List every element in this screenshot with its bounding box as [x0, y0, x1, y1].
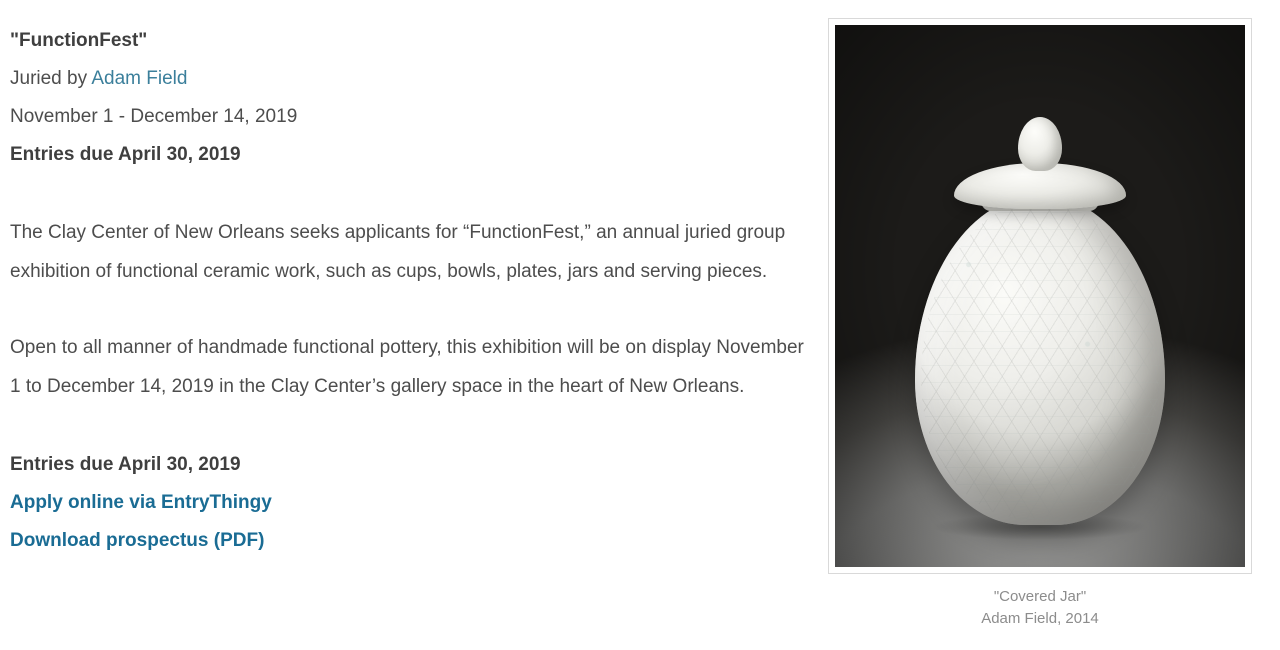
- description-paragraph-2: Open to all manner of handmade functional pottery, this exhibition will be on display November 1 to December 14, 2019 in the Clay Center’s gallery space in the heart of New Orleans.: [10, 337, 804, 397]
- exhibition-dates: November 1 - December 14, 2019: [10, 106, 298, 127]
- artwork-caption-title: "Covered Jar": [993, 588, 1087, 605]
- photo-vignette: [835, 25, 1245, 567]
- covered-jar-photo: [835, 25, 1245, 567]
- juror-link[interactable]: Adam Field: [91, 68, 188, 89]
- artwork-caption: [828, 586, 1252, 630]
- exhibition-details: [10, 22, 820, 560]
- artwork-panel: [828, 18, 1252, 630]
- download-prospectus-link[interactable]: Download prospectus (PDF): [10, 530, 265, 551]
- juror-line: [10, 60, 820, 98]
- page-title: "FunctionFest": [10, 30, 148, 51]
- juried-by-label: Juried by: [10, 68, 92, 89]
- description-paragraph-1: The Clay Center of New Orleans seeks applicants for “FunctionFest,” an annual juried group exhibition of functional ceramic work, such as cups, bowls, plates, jars and serving pieces.: [10, 222, 786, 282]
- apply-online-link[interactable]: Apply online via EntryThingy: [10, 492, 272, 513]
- entries-due-heading: Entries due April 30, 2019: [10, 144, 241, 165]
- artwork-image-frame[interactable]: [828, 18, 1252, 574]
- artwork-caption-credit: Adam Field, 2014: [981, 610, 1099, 627]
- entries-due-heading-repeat: Entries due April 30, 2019: [10, 454, 241, 475]
